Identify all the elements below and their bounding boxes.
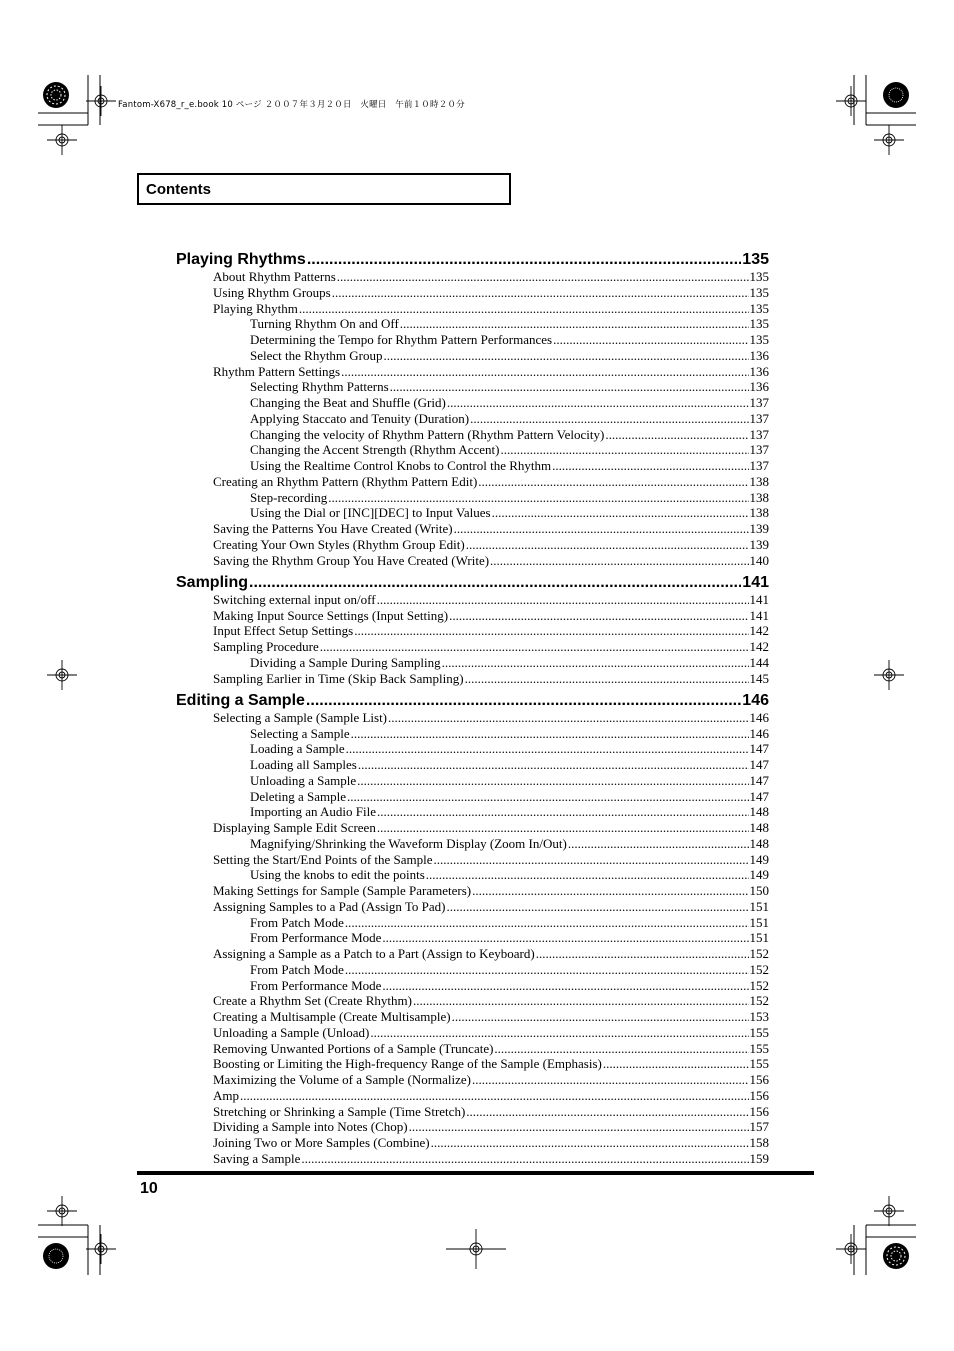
dot-leader bbox=[466, 1104, 748, 1120]
entry-title: Saving a Sample bbox=[213, 1150, 301, 1166]
dot-leader bbox=[605, 427, 748, 443]
entry-title: Changing the velocity of Rhythm Pattern (Rhythm Pattern Velocity) bbox=[250, 426, 605, 442]
toc-entry[interactable] bbox=[176, 1041, 769, 1057]
dot-leader bbox=[494, 1041, 748, 1057]
toc-entry[interactable] bbox=[176, 1104, 769, 1120]
toc-entry[interactable] bbox=[176, 867, 769, 883]
entry-title: From Patch Mode bbox=[250, 961, 344, 977]
section-page: 141 bbox=[742, 573, 769, 591]
entry-page: 145 bbox=[749, 670, 769, 686]
entry-page: 135 bbox=[749, 269, 769, 284]
entry-page: 159 bbox=[749, 1150, 769, 1166]
toc-entry[interactable] bbox=[176, 1135, 769, 1151]
contents-heading-box bbox=[137, 173, 511, 205]
entry-title: Changing the Accent Strength (Rhythm Accent) bbox=[250, 442, 500, 458]
toc-entry[interactable] bbox=[176, 757, 769, 773]
dot-leader bbox=[345, 915, 749, 931]
entry-title: Displaying Sample Edit Screen bbox=[213, 820, 376, 836]
entry-title: Dividing a Sample into Notes (Chop) bbox=[213, 1119, 408, 1135]
toc-entry[interactable] bbox=[176, 804, 769, 820]
dot-leader bbox=[492, 505, 749, 521]
toc-entry[interactable] bbox=[176, 1088, 769, 1104]
file-info-header: Fantom-X678_r_e.book 10 ページ ２００７年３月２０日 火曜日 午前１０時２０分 bbox=[118, 100, 465, 110]
entry-page: 156 bbox=[749, 1072, 769, 1088]
dot-leader bbox=[490, 553, 748, 569]
entry-page: 142 bbox=[749, 623, 769, 639]
dot-leader bbox=[442, 655, 749, 671]
entry-page: 137 bbox=[749, 458, 769, 473]
entry-title: Assigning Samples to a Pad (Assign To Pad) bbox=[213, 898, 446, 914]
entry-page: 148 bbox=[749, 804, 769, 820]
entry-page: 144 bbox=[749, 654, 769, 670]
dot-leader bbox=[400, 316, 749, 332]
entry-page: 137 bbox=[749, 442, 769, 458]
toc-entry[interactable] bbox=[176, 269, 769, 285]
entry-title: Maximizing the Volume of a Sample (Normalize) bbox=[213, 1072, 472, 1088]
entry-page: 139 bbox=[749, 536, 769, 552]
dot-leader bbox=[384, 348, 749, 364]
dot-leader bbox=[470, 411, 748, 427]
dot-leader bbox=[553, 332, 748, 348]
toc-entry[interactable] bbox=[176, 710, 769, 726]
toc-section bbox=[176, 691, 769, 1167]
entry-title: Saving the Patterns You Have Created (Write) bbox=[213, 521, 453, 536]
toc-section bbox=[176, 250, 769, 568]
entry-title: Joining Two or More Samples (Combine) bbox=[213, 1135, 430, 1151]
dot-leader bbox=[472, 1072, 748, 1088]
dot-leader bbox=[388, 710, 748, 726]
toc-entry[interactable] bbox=[176, 741, 769, 757]
dot-leader bbox=[409, 1119, 749, 1135]
dot-leader bbox=[328, 490, 748, 506]
entry-page: 137 bbox=[749, 426, 769, 442]
toc-entry[interactable] bbox=[176, 789, 769, 805]
entry-title: Using the knobs to edit the points bbox=[250, 867, 425, 883]
dot-leader bbox=[301, 1151, 748, 1167]
toc-entry[interactable] bbox=[176, 899, 769, 915]
entry-page: 148 bbox=[749, 835, 769, 851]
dot-leader bbox=[447, 899, 749, 915]
entry-page: 141 bbox=[749, 607, 769, 623]
dot-leader bbox=[377, 820, 749, 836]
entry-title: Importing an Audio File bbox=[250, 804, 377, 820]
toc-entry[interactable] bbox=[176, 316, 769, 332]
dot-leader bbox=[306, 691, 741, 710]
entry-title: Making Input Source Settings (Input Setting) bbox=[213, 607, 449, 623]
dot-leader bbox=[370, 1025, 748, 1041]
section-title: Editing a Sample bbox=[176, 691, 305, 709]
dot-leader bbox=[478, 474, 748, 490]
entry-title: Unloading a Sample (Unload) bbox=[213, 1024, 370, 1040]
toc-entry[interactable] bbox=[176, 726, 769, 742]
entry-title: Selecting Rhythm Patterns bbox=[250, 379, 389, 395]
entry-page: 135 bbox=[749, 316, 769, 332]
dot-leader bbox=[332, 285, 749, 301]
entry-title: Sampling Procedure bbox=[213, 639, 319, 655]
entry-title: Switching external input on/off bbox=[213, 591, 376, 607]
toc-entry[interactable] bbox=[176, 962, 769, 978]
entry-title: Determining the Tempo for Rhythm Pattern Performances bbox=[250, 332, 553, 347]
dot-leader bbox=[447, 395, 749, 411]
dot-leader bbox=[345, 962, 749, 978]
dot-leader bbox=[536, 946, 749, 962]
entry-title: Loading a Sample bbox=[250, 741, 345, 757]
toc-section bbox=[176, 573, 769, 687]
entry-page: 147 bbox=[749, 757, 769, 773]
entry-page: 136 bbox=[749, 347, 769, 363]
toc-section-heading[interactable] bbox=[176, 691, 769, 710]
toc-entry[interactable] bbox=[176, 553, 769, 569]
entry-page: 148 bbox=[749, 820, 769, 836]
toc-entry[interactable] bbox=[176, 442, 769, 458]
entry-title: From Performance Mode bbox=[250, 930, 382, 946]
toc-entry[interactable] bbox=[176, 623, 769, 639]
toc-entry[interactable] bbox=[176, 915, 769, 931]
dot-leader bbox=[413, 993, 749, 1009]
toc-entry[interactable] bbox=[176, 364, 769, 380]
entry-title: Magnifying/Shrinking the Waveform Display (Zoom In/Out) bbox=[250, 835, 567, 851]
entry-page: 153 bbox=[749, 1009, 769, 1025]
entry-page: 146 bbox=[749, 709, 769, 725]
entry-page: 138 bbox=[749, 489, 769, 505]
toc-section-heading[interactable] bbox=[176, 573, 769, 592]
toc-entry[interactable] bbox=[176, 1119, 769, 1135]
dot-leader bbox=[377, 804, 748, 820]
entry-title: Deleting a Sample bbox=[250, 788, 347, 804]
entry-page: 152 bbox=[749, 961, 769, 977]
dot-leader bbox=[568, 836, 749, 852]
entry-page: 152 bbox=[749, 977, 769, 993]
dot-leader bbox=[351, 726, 749, 742]
dot-leader bbox=[500, 442, 748, 458]
toc-section-heading[interactable] bbox=[176, 250, 769, 269]
entry-page: 151 bbox=[749, 914, 769, 930]
contents-heading: Contents bbox=[146, 181, 211, 198]
dot-leader bbox=[358, 757, 749, 773]
toc-entry[interactable] bbox=[176, 773, 769, 789]
dot-leader bbox=[337, 269, 749, 285]
entry-title: Using the Realtime Control Knobs to Control the Rhythm bbox=[250, 458, 552, 473]
dot-leader bbox=[307, 250, 741, 269]
entry-title: Creating an Rhythm Pattern (Rhythm Pattern Edit) bbox=[213, 473, 478, 489]
entry-page: 137 bbox=[749, 410, 769, 426]
entry-title: Boosting or Limiting the High-frequency Range of the Sample (Emphasis) bbox=[213, 1056, 602, 1072]
dot-leader bbox=[603, 1056, 749, 1072]
dot-leader bbox=[346, 741, 749, 757]
entry-title: Saving the Rhythm Group You Have Created (Write) bbox=[213, 552, 490, 568]
entry-title: Rhythm Pattern Settings bbox=[213, 363, 341, 379]
dot-leader bbox=[465, 671, 749, 687]
toc-entry[interactable] bbox=[176, 332, 769, 348]
toc-entry[interactable] bbox=[176, 820, 769, 836]
entry-page: 149 bbox=[749, 851, 769, 867]
toc-entry[interactable] bbox=[176, 993, 769, 1009]
toc-entry[interactable] bbox=[176, 301, 769, 317]
entry-title: Creating Your Own Styles (Rhythm Group Edit) bbox=[213, 536, 465, 552]
entry-page: 146 bbox=[749, 725, 769, 741]
dot-leader bbox=[426, 867, 749, 883]
dot-leader bbox=[249, 573, 741, 592]
dot-leader bbox=[347, 789, 748, 805]
dot-leader bbox=[431, 1135, 749, 1151]
toc-entry[interactable] bbox=[176, 946, 769, 962]
entry-page: 156 bbox=[749, 1103, 769, 1119]
toc-entry[interactable] bbox=[176, 490, 769, 506]
dot-leader bbox=[299, 301, 749, 317]
entry-page: 135 bbox=[749, 284, 769, 300]
entry-page: 150 bbox=[749, 883, 769, 899]
dot-leader bbox=[341, 364, 748, 380]
dot-leader bbox=[320, 639, 749, 655]
entry-page: 136 bbox=[749, 379, 769, 395]
entry-title: Playing Rhythm bbox=[213, 300, 298, 316]
entry-title: Creating a Multisample (Create Multisample) bbox=[213, 1009, 451, 1025]
dot-leader bbox=[357, 773, 748, 789]
entry-page: 155 bbox=[749, 1024, 769, 1040]
entry-page: 157 bbox=[749, 1119, 769, 1135]
dot-leader bbox=[434, 852, 749, 868]
entry-page: 135 bbox=[749, 332, 769, 347]
entry-page: 142 bbox=[749, 639, 769, 655]
dot-leader bbox=[240, 1088, 749, 1104]
entry-page: 138 bbox=[749, 505, 769, 521]
entry-page: 149 bbox=[749, 867, 769, 883]
dot-leader bbox=[354, 623, 748, 639]
toc-entry[interactable] bbox=[176, 458, 769, 474]
toc-entry[interactable] bbox=[176, 537, 769, 553]
dot-leader bbox=[382, 930, 748, 946]
entry-title: From Patch Mode bbox=[250, 914, 344, 930]
toc-entry[interactable] bbox=[176, 930, 769, 946]
entry-title: Create a Rhythm Set (Create Rhythm) bbox=[213, 993, 412, 1009]
toc-entry[interactable] bbox=[176, 639, 769, 655]
entry-title: Loading all Samples bbox=[250, 757, 357, 773]
entry-page: 155 bbox=[749, 1040, 769, 1056]
entry-title: Step-recording bbox=[250, 489, 328, 505]
entry-page: 147 bbox=[749, 741, 769, 757]
toc-entry[interactable] bbox=[176, 883, 769, 899]
section-page: 135 bbox=[742, 251, 769, 268]
entry-page: 135 bbox=[749, 300, 769, 316]
entry-page: 152 bbox=[749, 946, 769, 962]
entry-title: Sampling Earlier in Time (Skip Back Sampling) bbox=[213, 670, 464, 686]
dot-leader bbox=[449, 608, 748, 624]
entry-page: 147 bbox=[749, 772, 769, 788]
page-number: 10 bbox=[140, 1180, 158, 1197]
entry-title: Turning Rhythm On and Off bbox=[250, 316, 399, 332]
entry-page: 155 bbox=[749, 1056, 769, 1072]
dot-leader bbox=[466, 537, 749, 553]
toc-entry[interactable] bbox=[176, 1056, 769, 1072]
entry-page: 158 bbox=[749, 1135, 769, 1151]
toc-entry[interactable] bbox=[176, 1151, 769, 1167]
dot-leader bbox=[390, 379, 749, 395]
toc-entry[interactable] bbox=[176, 474, 769, 490]
toc-entry[interactable] bbox=[176, 836, 769, 852]
toc-entry[interactable] bbox=[176, 592, 769, 608]
entry-page: 151 bbox=[749, 898, 769, 914]
entry-title: Selecting a Sample bbox=[250, 725, 350, 741]
entry-page: 141 bbox=[749, 591, 769, 607]
section-title: Sampling bbox=[176, 573, 249, 591]
toc-entry[interactable] bbox=[176, 521, 769, 537]
entry-page: 136 bbox=[749, 363, 769, 379]
entry-page: 138 bbox=[749, 473, 769, 489]
toc-entry[interactable] bbox=[176, 505, 769, 521]
toc-entry[interactable] bbox=[176, 671, 769, 687]
footer-rule bbox=[137, 1171, 814, 1175]
entry-title: Dividing a Sample During Sampling bbox=[250, 654, 441, 670]
section-page: 146 bbox=[742, 691, 769, 709]
entry-page: 152 bbox=[749, 993, 769, 1009]
entry-title: Setting the Start/End Points of the Sample bbox=[213, 851, 433, 867]
entry-title: From Performance Mode bbox=[250, 977, 382, 993]
section-title: Playing Rhythms bbox=[176, 251, 306, 268]
toc-entry[interactable] bbox=[176, 978, 769, 994]
entry-title: Removing Unwanted Portions of a Sample (Truncate) bbox=[213, 1040, 494, 1056]
entry-title: Unloading a Sample bbox=[250, 772, 357, 788]
entry-title: Select the Rhythm Group bbox=[250, 347, 383, 363]
dot-leader bbox=[552, 458, 748, 474]
entry-title: Amp bbox=[213, 1087, 239, 1103]
entry-title: Selecting a Sample (Sample List) bbox=[213, 709, 388, 725]
entry-page: 147 bbox=[749, 788, 769, 804]
entry-page: 151 bbox=[749, 930, 769, 946]
table-of-contents bbox=[176, 250, 769, 1167]
toc-entry[interactable] bbox=[176, 285, 769, 301]
toc-entry[interactable] bbox=[176, 427, 769, 443]
toc-entry[interactable] bbox=[176, 395, 769, 411]
toc-entry[interactable] bbox=[176, 655, 769, 671]
entry-title: Using the Dial or [INC][DEC] to Input Values bbox=[250, 505, 491, 521]
entry-page: 137 bbox=[749, 395, 769, 410]
entry-title: About Rhythm Patterns bbox=[213, 269, 336, 284]
dot-leader bbox=[382, 978, 748, 994]
dot-leader bbox=[472, 883, 748, 899]
dot-leader bbox=[454, 521, 749, 537]
entry-page: 140 bbox=[749, 552, 769, 568]
toc-entry[interactable] bbox=[176, 379, 769, 395]
toc-entry[interactable] bbox=[176, 1009, 769, 1025]
toc-entry[interactable] bbox=[176, 1025, 769, 1041]
entry-title: Applying Staccato and Tenuity (Duration) bbox=[250, 410, 470, 426]
entry-page: 156 bbox=[749, 1087, 769, 1103]
toc-entry[interactable] bbox=[176, 852, 769, 868]
toc-entry[interactable] bbox=[176, 1072, 769, 1088]
entry-page: 139 bbox=[749, 521, 769, 536]
entry-title: Input Effect Setup Settings bbox=[213, 623, 354, 639]
entry-title: Using Rhythm Groups bbox=[213, 284, 331, 300]
toc-entry[interactable] bbox=[176, 608, 769, 624]
entry-title: Changing the Beat and Shuffle (Grid) bbox=[250, 395, 446, 410]
dot-leader bbox=[377, 592, 749, 608]
entry-title: Stretching or Shrinking a Sample (Time Stretch) bbox=[213, 1103, 466, 1119]
toc-entry[interactable] bbox=[176, 348, 769, 364]
entry-title: Assigning a Sample as a Patch to a Part (Assign to Keyboard) bbox=[213, 946, 535, 962]
entry-title: Making Settings for Sample (Sample Parameters) bbox=[213, 883, 472, 899]
dot-leader bbox=[452, 1009, 749, 1025]
toc-entry[interactable] bbox=[176, 411, 769, 427]
